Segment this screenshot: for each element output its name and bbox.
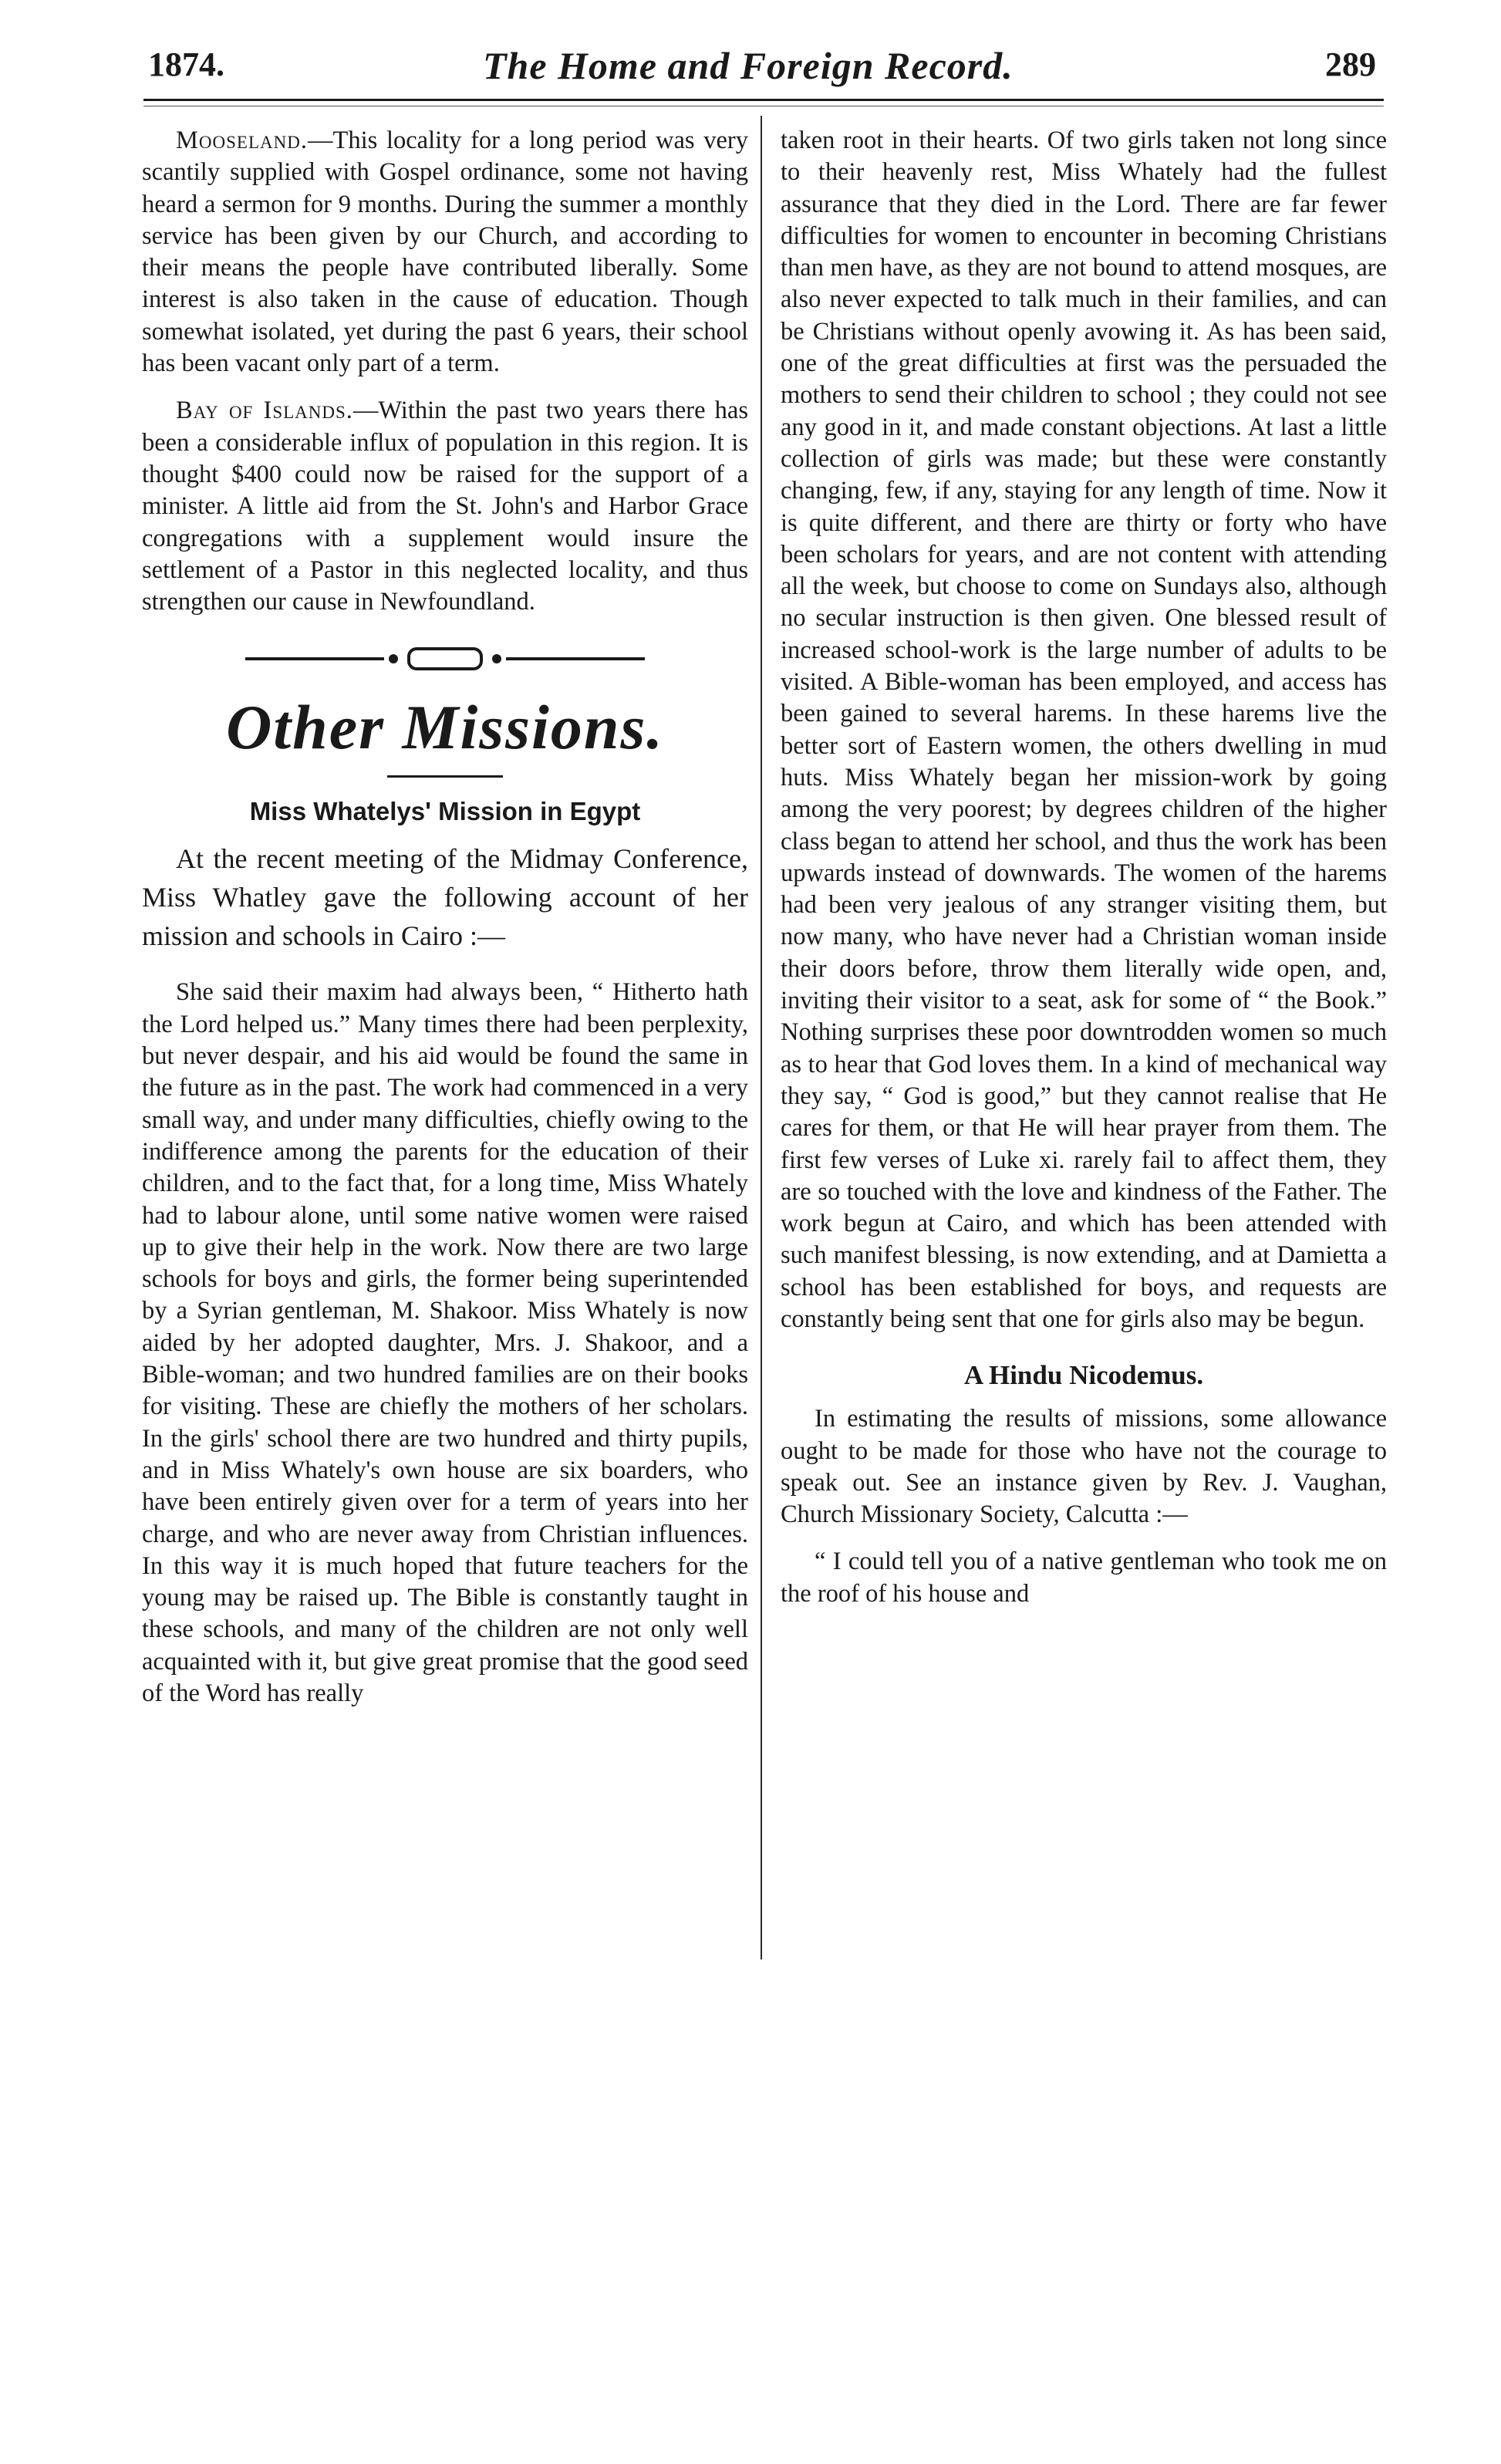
hindu-quote-start: “ I could tell you of a native gentleman who took me on the roof of his house and <box>781 1548 1387 1608</box>
continuation-paragraph: taken root in their hearts. Of two girls taken not long since to their heavenly rest, Miss Whately had the fullest assurance that they died in the Lord. There are far fewer difficulties for women to encounter in becoming Christians than men have, as they are not bound to attend mosques, are also never expected to talk much in their families, and can be Christians without openly avowing it. As has been said, one of the great difficulties at first was the persuaded the mothers to send their children to school ; they could not see any good in it, and made constant objections. At last a little collection of girls was made; but these were constantly changing, few, if any, staying for any length of time. Now it is quite different, and there are thirty or forty who have been scholars for years, and are not content with attending all the week, but choose to come on Sundays also, although no secular instruction is then given. One blessed result of increased school-work is the large number of adults to be visited. A Bible-woman has been employed, and access has been gained to several harems. In these harems live the better sort of Eastern women, the others dwelling in mud huts. Miss Whately began her mission-work by going among the very poorest; by degrees children of the higher class began to attend her school, and thus the work has been upwards instead of downwards. The women of the harems had been very jealous of any stranger visiting them, but now many, who have never had a Christian woman inside their doors before, throw them literally wide open, and, inviting their visitor to a seat, ask for some of “ the Book.” Nothing surprises these poor downtrodden women so much as to hear that God loves them. In a kind of mechanical way they say, “ God is good,” but they cannot realise that He cares for them, or that He will hear prayer from them. The first few verses of Luke xi. rarely fail to affect them, they are so touched with the love and kindness of the Father. The work begun at Cairo, and which has been attended with such manifest blessing, is now extending, and at Damietta a school has been established for boys, and requests are constantly being sent that one for girls also may be begun. <box>781 127 1387 1333</box>
paragraph-bay-of-islands <box>142 395 748 618</box>
heading-rule <box>387 775 503 778</box>
intro-block <box>142 839 748 955</box>
column-divider <box>761 116 762 1959</box>
bay-of-islands-text: —Within the past two years there has been a considerable influx of population in this region. It is thought $400 could now be raised for the support of a minister. A little aid from the St. John's and Harbor Grace congregations with a supplement would insure the settlement of a Pastor in this neglected locality, and thus strengthen our cause in Newfoundland. <box>142 397 748 616</box>
article-title-egypt: Miss Whatelys' Mission in Egypt <box>249 797 641 826</box>
right-column <box>781 125 1387 1610</box>
paragraph-mooseland <box>142 125 748 380</box>
intro-paragraph: At the recent meeting of the Midmay Conference, Miss Whatley gave the following account of her mission and schools in Cairo :— <box>142 843 748 952</box>
header-year: 1874. <box>148 46 224 83</box>
hindu-intro-paragraph: In estimating the results of missions, some allowance ought to be made for those who have not the courage to speak out. See an instance given by Rev. J. Vaughan, Church Missionary Society, Calcutta :— <box>781 1405 1387 1529</box>
section-heading: Other Missions. <box>226 692 664 763</box>
article-title-hindu: A Hindu Nicodemus. <box>963 1360 1204 1391</box>
ornamental-divider <box>142 646 748 672</box>
left-column <box>142 125 748 1710</box>
bay-of-islands-label: Bay of Islands. <box>176 397 353 425</box>
mooseland-text: —This locality for a long period was very scantily supplied with Gospel ordinance, some not having heard a sermon for 9 months. During the summer a monthly service has been given by our Church, and according to their means the people have contributed liberally. Some interest is also taken in the cause of education. Though somewhat isolated, yet during the past 6 years, their school has been vacant only part of a term. <box>142 127 748 378</box>
body-paragraph-egypt: She said their maxim had always been, “ Hitherto hath the Lord helped us.” Many times there had been perplexity, but never despair, and his aid would be found the same in the future as in the past. The work had commenced in a very small way, and under many difficulties, chiefly owing to the indifference among the parents for the education of their children, and to the fact that, for a long time, Miss Whately had to labour alone, until some native women were raised up to give their help in the work. Now there are two large schools for boys and girls, the former being superintended by a Syrian gentleman, M. Shakoor. Miss Whately is now aided by her adopted daughter, Mrs. J. Shakoor, and a Bible-woman; and two hundred families are on their books for visiting. These are chiefly the mothers of her scholars. In the girls' school there are two hundred and thirty pupils, and in Miss Whately's own house are six boarders, who have been entirely given over for a term of years into her charge, and who are never away from Christian influences. In this way it is much hoped that future teachers for the young may be raised up. The Bible is constantly taught in these schools, and many of the children are not only well acquainted with it, but give great promise that the good seed of the Word has really <box>142 978 748 1707</box>
header-title: The Home and Foreign Record. <box>483 44 1014 87</box>
header-page-number: 289 <box>1325 46 1376 83</box>
page-header <box>143 45 1384 101</box>
mooseland-label: Mooseland. <box>176 127 308 154</box>
